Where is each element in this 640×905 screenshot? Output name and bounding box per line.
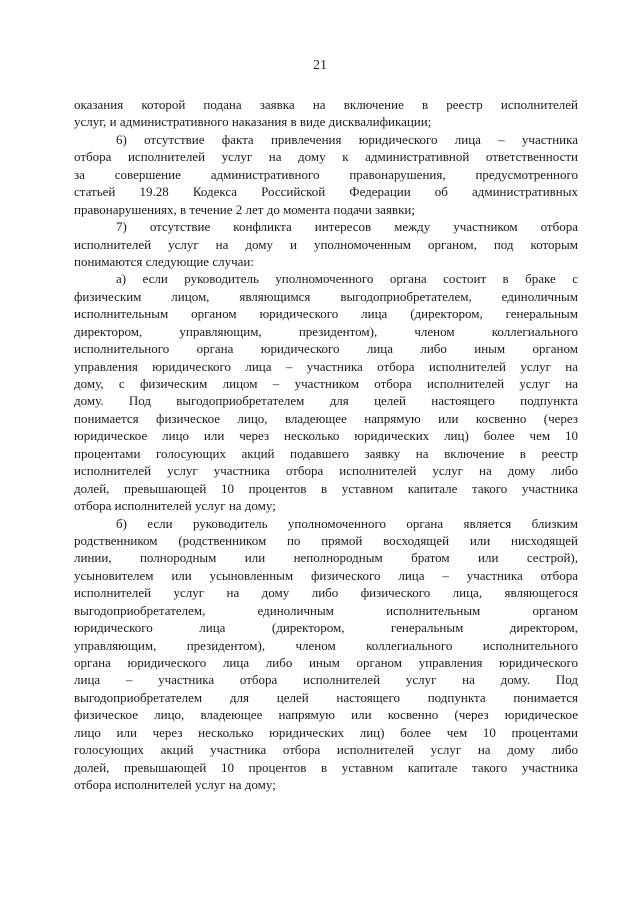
text-line: понимаются следующие случаи: [74, 253, 254, 269]
text-line: правонарушениях, в течение 2 лет до момента подачи заявки; [74, 201, 415, 217]
text-line: физическое лицо, владеющее напрямую или косвенно (через юридическое [74, 707, 578, 723]
text-line: за совершение административного правонарушения, предусмотренного [74, 166, 578, 182]
text-line: 7) отсутствие конфликта интересов между участником отбора [116, 219, 578, 235]
text-line: статьей 19.28 Кодекса Российской Федерации об административных [74, 184, 578, 200]
text-line: долей, превышающей 10 процентов в уставном капитале такого участника [74, 759, 578, 775]
text-line: оказания которой подана заявка на включение в реестр исполнителей [74, 97, 578, 112]
text-line: долей, превышающей 10 процентов в уставном капитале такого участника [74, 480, 578, 496]
text-line: директором, управляющим, президентом), членом коллегиального [74, 323, 578, 339]
text-line: дому. Под выгодоприобретателем для целей настоящего подпункта [74, 393, 578, 409]
text-line: управления юридического лица – участника отбора исполнителей услуг на [74, 358, 578, 374]
text-line: б) если руководитель уполномоченного органа является близким [116, 515, 578, 531]
text-line: лица – участника отбора исполнителей услуг на дому. Под [74, 672, 578, 688]
text-line: процентами голосующих акций подавшего заявку на включение в реестр [74, 445, 578, 461]
text-line: отбора исполнителей услуг на дому; [74, 777, 276, 793]
text-line: отбора исполнителей услуг на дому к административной ответственности [74, 149, 578, 165]
text-line: дому, с физическим лицом – участником отбора исполнителей услуг на [74, 376, 578, 391]
text-line: органа юридического лица либо иным органом управления юридического [74, 655, 578, 670]
text-line: усыновителем или усыновленным физического лица – участника отбора [74, 567, 578, 583]
document-body [74, 96, 578, 794]
text-line: услуг, и административного наказания в виде дисквалификации; [74, 114, 432, 130]
text-line: юридического лица (директором, генеральным директором, [74, 620, 578, 636]
text-line: лицо или через несколько юридических лиц) более чем 10 процентами [74, 724, 578, 740]
text-line: управляющим, президентом), членом коллегиального исполнительного [74, 637, 578, 653]
text-line: отбора исполнителей услуг на дому; [74, 498, 276, 514]
text-line: исполнительного органа юридического лица либо иным органом [74, 341, 578, 357]
text-line: физическим лицом, являющимся выгодоприобретателем, единоличным [74, 288, 578, 304]
page-number: 21 [313, 58, 327, 73]
text-line: выгодоприобретателем, единоличным исполнительным органом [74, 602, 578, 618]
text-line: исполнительным органом юридического лица (директором, генеральным [74, 306, 578, 322]
text-line: понимается физическое лицо, владеющее напрямую или косвенно (через [74, 410, 578, 426]
text-line: исполнителей услуг на дому и уполномоченным органом, под которым [74, 236, 578, 252]
text-line: исполнителей услуг участника отбора исполнителей услуг на дому либо [74, 463, 578, 479]
text-line: линии, полнородным или неполнородным братом или сестрой), [74, 550, 578, 566]
text-line: выгодоприобретателем для целей настоящего подпункта понимается [74, 689, 578, 705]
text-line: а) если руководитель уполномоченного органа состоит в браке с [116, 271, 578, 287]
text-line: юридическое лицо или через несколько юридических лиц) более чем 10 [74, 428, 578, 444]
text-line: голосующих акций участника отбора исполнителей услуг на дому либо [74, 742, 578, 758]
text-line: 6) отсутствие факта привлечения юридического лица – участника [116, 131, 578, 147]
text-line: родственником (родственником по прямой восходящей или нисходящей [74, 532, 578, 548]
text-line: исполнителей услуг на дому либо физического лица, являющегося [74, 585, 578, 601]
